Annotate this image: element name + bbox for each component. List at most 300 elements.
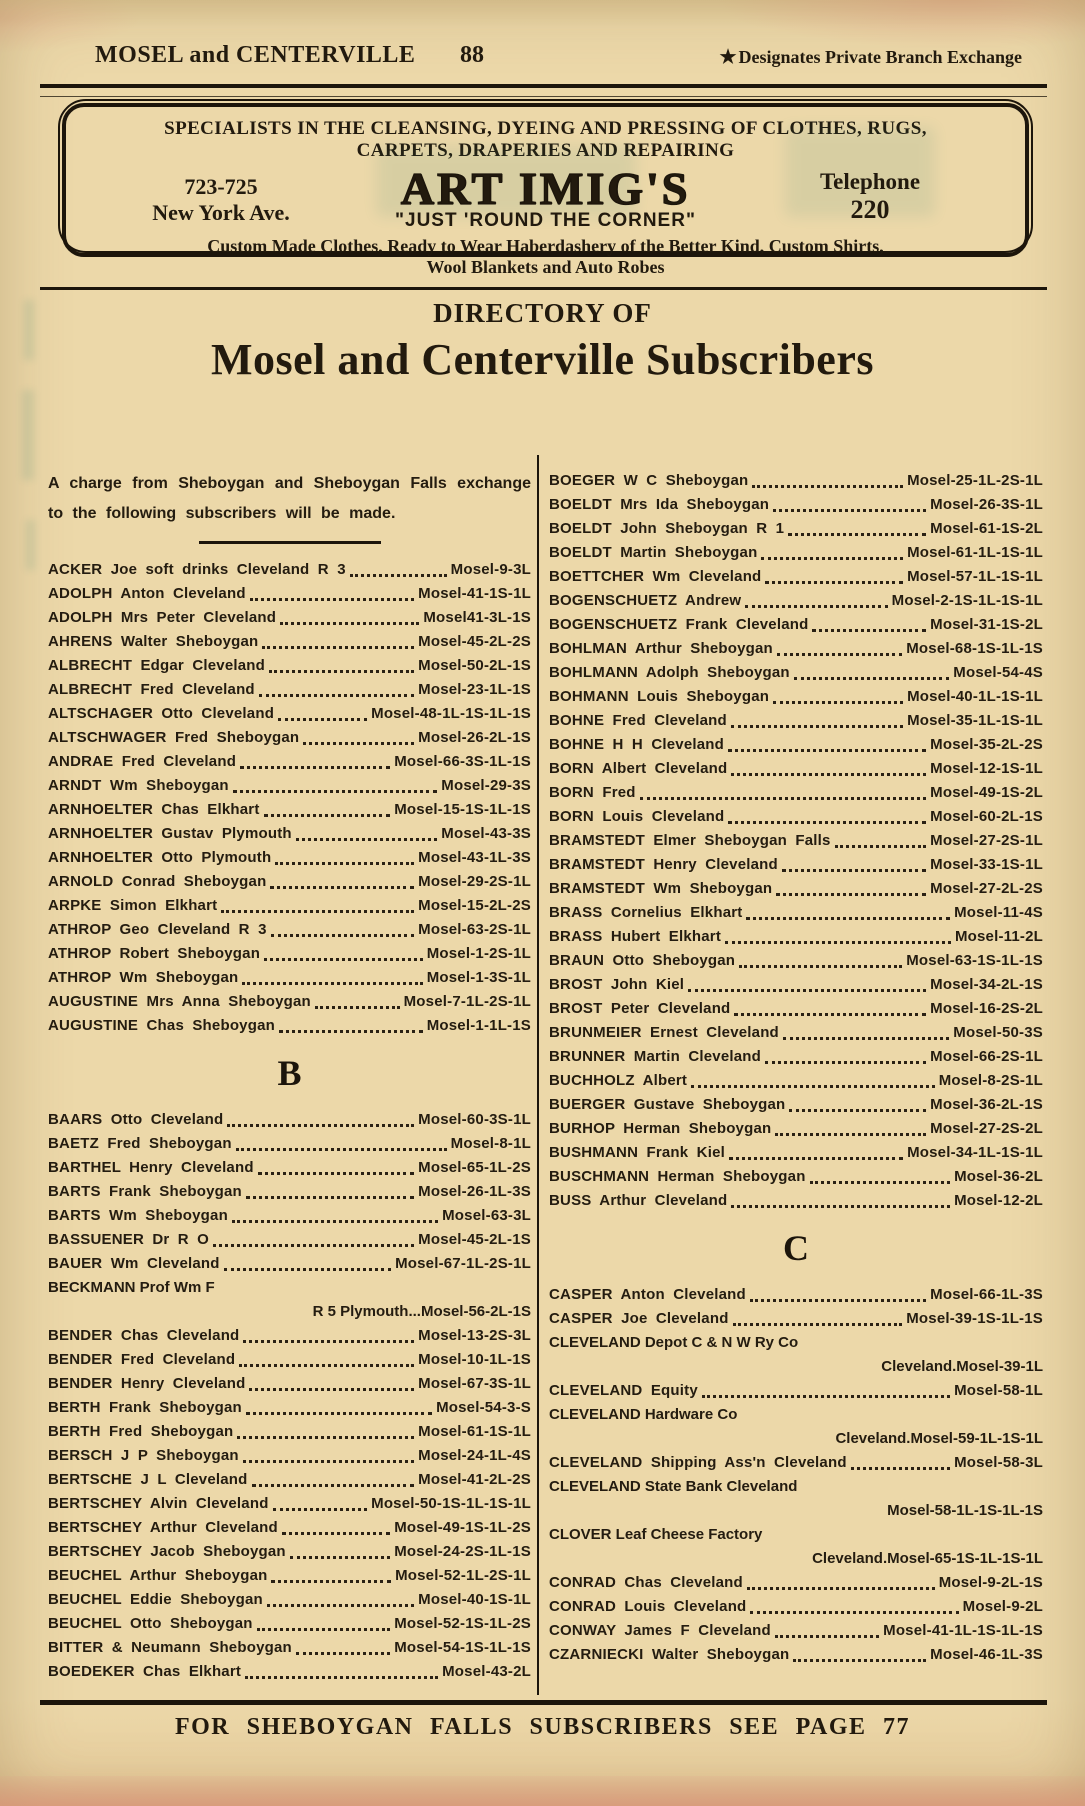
subscriber-name: CONWAY James F Cleveland bbox=[549, 1622, 771, 1639]
dot-leader bbox=[250, 598, 414, 601]
phone-code: Mosel-45-2L-2S bbox=[418, 633, 531, 650]
phone-code: Mosel-65-1L-2S bbox=[418, 1159, 531, 1176]
phone-code: Mosel-66-1L-3S bbox=[930, 1286, 1043, 1303]
dot-leader bbox=[688, 989, 926, 992]
phone-code: Mosel-43-3S bbox=[441, 825, 531, 842]
directory-entry bbox=[549, 1595, 1043, 1619]
subscriber-name: CZARNIECKI Walter Sheboygan bbox=[549, 1646, 790, 1663]
phone-code: Mosel-1-1L-1S bbox=[426, 1017, 531, 1034]
subscriber-name: BEUCHEL Eddie Sheboygan bbox=[48, 1591, 263, 1608]
section-letter: B bbox=[277, 1053, 302, 1093]
phone-code: Mosel-27-2S-2L bbox=[930, 1120, 1043, 1137]
subscriber-name: ARNHOELTER Otto Plymouth bbox=[48, 849, 272, 866]
phone-code: Mosel-11-2L bbox=[954, 928, 1043, 945]
phone-code: Mosel-45-2L-1S bbox=[418, 1231, 531, 1248]
directory-entry bbox=[48, 606, 531, 630]
pbx-note-text: Designates Private Branch Exchange bbox=[738, 47, 1022, 67]
subscriber-name: CASPER Joe Cleveland bbox=[549, 1310, 729, 1327]
subscriber-name: ALBRECHT Edgar Cleveland bbox=[48, 657, 265, 674]
directory-entry bbox=[48, 654, 531, 678]
phone-code: Mosel-68-1S-1L-1S bbox=[906, 640, 1043, 657]
dot-leader bbox=[725, 941, 951, 944]
dot-leader bbox=[232, 1220, 438, 1223]
phone-code: Mosel-40-1L-1S-1L bbox=[907, 688, 1043, 705]
directory-entry bbox=[549, 565, 1043, 589]
subscriber-name: BERTSCHEY Alvin Cleveland bbox=[48, 1495, 269, 1512]
directory-entry bbox=[48, 1204, 531, 1228]
subscriber-name: BAETZ Fred Sheboygan bbox=[48, 1135, 232, 1152]
directory-entry bbox=[549, 853, 1043, 877]
subscriber-name: BRUNNER Martin Cleveland bbox=[549, 1048, 761, 1065]
directory-entry bbox=[549, 1379, 1043, 1403]
directory-entry bbox=[549, 1093, 1043, 1117]
phone-code: Mosel-15-1S-1L-1S bbox=[394, 801, 531, 818]
dot-leader bbox=[243, 1340, 414, 1343]
directory-entry bbox=[48, 678, 531, 702]
directory-entry-name-line: CLEVELAND Depot C & N W Ry Co bbox=[549, 1334, 799, 1351]
masthead-rule bbox=[40, 84, 1047, 97]
phone-code: Mosel-34-2L-1S bbox=[930, 976, 1043, 993]
subscriber-name: BEUCHEL Otto Sheboygan bbox=[48, 1615, 253, 1632]
directory-entry bbox=[549, 829, 1043, 853]
dot-leader bbox=[640, 797, 927, 800]
directory-entry bbox=[48, 1014, 531, 1038]
phone-code: Mosel-54-1S-1L-1S bbox=[394, 1639, 531, 1656]
dot-leader bbox=[280, 622, 419, 625]
subscriber-name: BOELDT John Sheboygan R 1 bbox=[549, 520, 785, 537]
subscriber-name: BUCHHOLZ Albert bbox=[549, 1072, 688, 1089]
ad-slogan: "JUST 'ROUND THE CORNER" bbox=[395, 210, 696, 231]
subscriber-name: ALBRECHT Fred Cleveland bbox=[48, 681, 255, 698]
subscriber-name: BUERGER Gustave Sheboygan bbox=[549, 1096, 786, 1113]
phone-code: Mosel-31-1S-2L bbox=[930, 616, 1043, 633]
directory-entry bbox=[549, 1643, 1043, 1667]
subscriber-name: ARNHOELTER Chas Elkhart bbox=[48, 801, 260, 818]
dot-leader bbox=[777, 653, 902, 656]
page-title: Mosel and Centerville Subscribers bbox=[210, 335, 874, 384]
subscriber-name: ARNDT Wm Sheboygan bbox=[48, 777, 229, 794]
dot-leader bbox=[315, 1006, 400, 1009]
ad-middle-row bbox=[66, 163, 1025, 231]
subscriber-name: BEUCHEL Arthur Sheboygan bbox=[48, 1567, 268, 1584]
subscriber-name: CONRAD Louis Cleveland bbox=[549, 1598, 747, 1615]
directory-entry bbox=[48, 1540, 531, 1564]
phone-code: Mosel-61-1S-1L bbox=[418, 1423, 531, 1440]
dot-leader bbox=[296, 838, 437, 841]
phone-code: Mosel-29-3S bbox=[441, 777, 531, 794]
dot-leader bbox=[810, 1181, 951, 1184]
directory-entry bbox=[549, 1283, 1043, 1307]
footer-rule bbox=[40, 1700, 1047, 1705]
dot-leader bbox=[793, 1659, 926, 1662]
subscriber-name: BARTS Frank Sheboygan bbox=[48, 1183, 242, 1200]
subscriber-name: BOEDEKER Chas Elkhart bbox=[48, 1663, 242, 1680]
advertisement-border bbox=[58, 99, 1033, 277]
directory-entry bbox=[48, 894, 531, 918]
phone-code: Mosel-12-2L bbox=[954, 1192, 1043, 1209]
phone-code: Mosel-10-1L-1S bbox=[418, 1351, 531, 1368]
directory-entry bbox=[48, 702, 531, 726]
directory-entry bbox=[48, 1420, 531, 1444]
directory-entry bbox=[549, 1451, 1043, 1475]
dot-leader bbox=[851, 1467, 950, 1470]
directory-entry-continuation: Cleveland.Mosel-39-1L bbox=[881, 1358, 1043, 1375]
entries-left bbox=[48, 558, 531, 1684]
subscriber-name: BRASS Hubert Elkhart bbox=[549, 928, 722, 945]
directory-entry bbox=[48, 1444, 531, 1468]
directory-entry bbox=[48, 1516, 531, 1540]
directory-entry bbox=[48, 1156, 531, 1180]
subscriber-name: ATHROP Wm Sheboygan bbox=[48, 969, 239, 986]
directory-entry bbox=[549, 1189, 1043, 1213]
directory-entry bbox=[549, 589, 1043, 613]
intro-paragraph: A charge from Sheboygan and Sheboygan Falls exchange to the following subscribers will be made. bbox=[48, 475, 531, 522]
dot-leader bbox=[242, 982, 422, 985]
masthead-exchange-names: MOSEL and CENTERVILLE bbox=[95, 42, 416, 68]
directory-entry bbox=[549, 1045, 1043, 1069]
subscriber-name: BAARS Otto Cleveland bbox=[48, 1111, 224, 1128]
phone-code: Mosel-50-3S bbox=[953, 1024, 1043, 1041]
subscriber-name: BOHMANN Louis Sheboygan bbox=[549, 688, 770, 705]
subscriber-name: AHRENS Walter Sheboygan bbox=[48, 633, 259, 650]
directory-entry bbox=[549, 1069, 1043, 1093]
directory-entry bbox=[549, 469, 1043, 493]
phone-code: Mosel-40-1S-1L bbox=[418, 1591, 531, 1608]
directory-entry bbox=[48, 1348, 531, 1372]
phone-code: Mosel-23-1L-1S bbox=[418, 681, 531, 698]
footer-note: FOR SHEBOYGAN FALLS SUBSCRIBERS SEE PAGE 77 bbox=[174, 1714, 911, 1740]
subscriber-name: BUSHMANN Frank Kiel bbox=[549, 1144, 725, 1161]
subscriber-name: BERTSCHEY Jacob Sheboygan bbox=[48, 1543, 286, 1560]
directory-kicker: DIRECTORY OF bbox=[433, 298, 652, 328]
subscriber-name: ALTSCHWAGER Fred Sheboygan bbox=[48, 729, 300, 746]
phone-code: Mosel-67-1L-2S-1L bbox=[395, 1255, 531, 1272]
directory-entry bbox=[48, 1468, 531, 1492]
subscriber-name: BOELDT Mrs Ida Sheboygan bbox=[549, 496, 770, 513]
masthead-pbx-note bbox=[719, 46, 1022, 69]
subscriber-name: BORN Louis Cleveland bbox=[549, 808, 725, 825]
subscriber-name: BERTH Fred Sheboygan bbox=[48, 1423, 234, 1440]
phone-code: Mosel-11-4S bbox=[954, 904, 1043, 921]
phone-code: Mosel-9-2L bbox=[962, 1598, 1043, 1615]
directory-entry bbox=[549, 613, 1043, 637]
directory-entry-name-line: CLEVELAND State Bank Cleveland bbox=[549, 1478, 798, 1495]
dot-leader bbox=[747, 1587, 935, 1590]
dot-leader bbox=[257, 1628, 391, 1631]
dot-leader bbox=[731, 1205, 950, 1208]
subscriber-name: AUGUSTINE Chas Sheboygan bbox=[48, 1017, 275, 1034]
dot-leader bbox=[835, 845, 927, 848]
directory-entry bbox=[48, 990, 531, 1014]
phone-code: Mosel-49-1S-2L bbox=[930, 784, 1043, 801]
directory-entry bbox=[549, 1141, 1043, 1165]
subscriber-name: BROST Peter Cleveland bbox=[549, 1000, 731, 1017]
dot-leader bbox=[259, 694, 414, 697]
ad-services-line2: Wool Blankets and Auto Robes bbox=[426, 257, 665, 277]
dot-leader bbox=[245, 1676, 438, 1679]
dot-leader bbox=[278, 718, 367, 721]
phone-code: Mosel-7-1L-2S-1L bbox=[403, 993, 531, 1010]
directory-entry bbox=[48, 1132, 531, 1156]
ad-headline-line2: CARPETS, DRAPERIES AND REPAIRING bbox=[356, 140, 735, 161]
directory-entry bbox=[48, 750, 531, 774]
subscriber-name: AUGUSTINE Mrs Anna Sheboygan bbox=[48, 993, 311, 1010]
directory-entry bbox=[48, 630, 531, 654]
subscriber-name: ATHROP Robert Sheboygan bbox=[48, 945, 261, 962]
dot-leader bbox=[246, 1412, 432, 1415]
dot-leader bbox=[729, 1157, 903, 1160]
phone-code: Mosel-58-3L bbox=[954, 1454, 1043, 1471]
subscriber-name: ACKER Joe soft drinks Cleveland R 3 bbox=[48, 561, 346, 578]
phone-code: Mosel-27-2L-2S bbox=[930, 880, 1043, 897]
directory-entry bbox=[549, 805, 1043, 829]
directory-entry-continuation: Cleveland.Mosel-65-1S-1L-1S-1L bbox=[812, 1550, 1043, 1567]
phone-code: Mosel-63-2S-1L bbox=[418, 921, 531, 938]
subscriber-name: BUSS Arthur Cleveland bbox=[549, 1192, 728, 1209]
phone-code: Mosel-8-2S-1L bbox=[938, 1072, 1043, 1089]
phone-code: Mosel-12-1S-1L bbox=[930, 760, 1043, 777]
dot-leader bbox=[246, 1196, 414, 1199]
subscriber-name: ADOLPH Anton Cleveland bbox=[48, 585, 246, 602]
dot-leader bbox=[269, 670, 414, 673]
directory-entry bbox=[48, 1660, 531, 1684]
directory-entry bbox=[549, 1021, 1043, 1045]
directory-column-right bbox=[537, 455, 1043, 1695]
phone-code: Mosel-50-1S-1L-1S-1L bbox=[371, 1495, 531, 1512]
subscriber-name: BENDER Henry Cleveland bbox=[48, 1375, 246, 1392]
subscriber-name: BENDER Fred Cleveland bbox=[48, 1351, 236, 1368]
phone-code: Mosel-35-2L-2S bbox=[930, 736, 1043, 753]
phone-code: Mosel-36-2L bbox=[954, 1168, 1043, 1185]
ad-telephone-label: Telephone bbox=[819, 169, 921, 194]
show-through-ghost bbox=[22, 390, 34, 480]
dot-leader bbox=[812, 629, 926, 632]
subscriber-name: BARTS Wm Sheboygan bbox=[48, 1207, 228, 1224]
dot-leader bbox=[239, 1364, 414, 1367]
title-rule bbox=[40, 287, 1047, 290]
ad-telephone bbox=[770, 168, 970, 224]
subscriber-name: BERSCH J P Sheboygan bbox=[48, 1447, 239, 1464]
directory-entry bbox=[549, 493, 1043, 517]
subscriber-name: BOEGER W C Sheboygan bbox=[549, 472, 749, 489]
phone-code: Mosel-67-3S-1L bbox=[418, 1375, 531, 1392]
page-number: 88 bbox=[460, 42, 484, 68]
directory-entry bbox=[549, 1117, 1043, 1141]
directory-entry bbox=[48, 1492, 531, 1516]
dot-leader bbox=[243, 1460, 414, 1463]
dot-leader bbox=[227, 1124, 414, 1127]
phone-code: Mosel-15-2L-2S bbox=[418, 897, 531, 914]
phone-code: Mosel-43-2L bbox=[442, 1663, 531, 1680]
subscriber-name: BAUER Wm Cleveland bbox=[48, 1255, 220, 1272]
phone-code: Mosel-1-2S-1L bbox=[426, 945, 531, 962]
directory-entry bbox=[549, 949, 1043, 973]
dot-leader bbox=[271, 934, 415, 937]
dot-leader bbox=[750, 1611, 958, 1614]
dot-leader bbox=[773, 509, 926, 512]
dot-leader bbox=[775, 1133, 926, 1136]
ad-address-line2: New York Ave. bbox=[152, 200, 290, 225]
subscriber-name: CONRAD Chas Cleveland bbox=[549, 1574, 743, 1591]
directory-entry bbox=[48, 798, 531, 822]
phone-code: Mosel-46-1L-3S bbox=[930, 1646, 1043, 1663]
directory-entry bbox=[48, 726, 531, 750]
phone-code: Mosel-60-3S-1L bbox=[418, 1111, 531, 1128]
phone-code: Mosel-33-1S-1L bbox=[930, 856, 1043, 873]
dot-leader bbox=[249, 1388, 414, 1391]
phone-code: Mosel-61-1L-1S-1L bbox=[907, 544, 1043, 561]
subscriber-name: BRAUN Otto Sheboygan bbox=[549, 952, 736, 969]
subscriber-name: CASPER Anton Cleveland bbox=[549, 1286, 746, 1303]
dot-leader bbox=[728, 821, 926, 824]
phone-code: Mosel-60-2L-1S bbox=[930, 808, 1043, 825]
directory-entry bbox=[549, 757, 1043, 781]
phone-code: Mosel-25-1L-2S-1L bbox=[907, 472, 1043, 489]
subscriber-name: ARNHOELTER Gustav Plymouth bbox=[48, 825, 292, 842]
ad-business-name: ART IMIG'S bbox=[400, 163, 691, 214]
subscriber-name: BOHLMANN Adolph Sheboygan bbox=[549, 664, 790, 681]
subscriber-name: BROST John Kiel bbox=[549, 976, 685, 993]
phone-code: Mosel-66-3S-1L-1S bbox=[394, 753, 531, 770]
phone-code: Mosel-41-1S-1L bbox=[418, 585, 531, 602]
directory-entry bbox=[48, 846, 531, 870]
dot-leader bbox=[282, 1532, 390, 1535]
phone-code: Mosel-29-2S-1L bbox=[418, 873, 531, 890]
subscriber-name: BRAMSTEDT Henry Cleveland bbox=[549, 856, 778, 873]
phone-code: Mosel-39-1S-1L-1S bbox=[906, 1310, 1043, 1327]
directory-entry bbox=[549, 709, 1043, 733]
star-icon: ★ bbox=[719, 47, 737, 68]
subscriber-name: BARTHEL Henry Cleveland bbox=[48, 1159, 254, 1176]
subscriber-name: ANDRAE Fred Cleveland bbox=[48, 753, 237, 770]
dot-leader bbox=[765, 581, 903, 584]
dot-leader bbox=[258, 1172, 414, 1175]
phone-code: Mosel-2-1S-1L-1S-1L bbox=[891, 592, 1043, 609]
ad-address-line1: 723-725 bbox=[184, 174, 258, 199]
phone-code: Mosel41-3L-1S bbox=[423, 609, 531, 626]
phone-code: Mosel-9-2L-1S bbox=[938, 1574, 1043, 1591]
directory-entry bbox=[549, 1619, 1043, 1643]
subscriber-name: BORN Fred bbox=[549, 784, 636, 801]
subscriber-name: BOGENSCHUETZ Frank Cleveland bbox=[549, 616, 809, 633]
phone-code: Mosel-34-1L-1S-1L bbox=[907, 1144, 1043, 1161]
directory-entry bbox=[48, 822, 531, 846]
subscriber-name: BOGENSCHUETZ Andrew bbox=[549, 592, 742, 609]
phone-code: Mosel-52-1L-2S-1L bbox=[395, 1567, 531, 1584]
dot-leader bbox=[702, 1395, 950, 1398]
dot-leader bbox=[237, 1436, 414, 1439]
directory-entry bbox=[48, 1108, 531, 1132]
subscriber-name: BASSUENER Dr R O bbox=[48, 1231, 210, 1248]
phone-code: Mosel-1-3S-1L bbox=[426, 969, 531, 986]
dot-leader bbox=[782, 869, 926, 872]
subscriber-name: BERTSCHEY Arthur Cleveland bbox=[48, 1519, 278, 1536]
phone-code: Mosel-24-1L-4S bbox=[418, 1447, 531, 1464]
subscriber-name: BORN Albert Cleveland bbox=[549, 760, 728, 777]
subscriber-name: BENDER Chas Cleveland bbox=[48, 1327, 240, 1344]
dot-leader bbox=[233, 790, 437, 793]
dot-leader bbox=[731, 773, 926, 776]
dot-leader bbox=[691, 1085, 935, 1088]
advertisement bbox=[62, 103, 1029, 277]
phone-code: Mosel-54-4S bbox=[953, 664, 1043, 681]
subscriber-name: ALTSCHAGER Otto Cleveland bbox=[48, 705, 275, 722]
subscriber-name: BOELDT Martin Sheboygan bbox=[549, 544, 758, 561]
dot-leader bbox=[271, 1580, 391, 1583]
subscriber-name: BERTSCHE J L Cleveland bbox=[48, 1471, 248, 1488]
directory-entry bbox=[48, 774, 531, 798]
dot-leader bbox=[264, 814, 391, 817]
phone-code: Mosel-54-3-S bbox=[436, 1399, 531, 1416]
dot-leader bbox=[745, 605, 887, 608]
subscriber-name: BRASS Cornelius Elkhart bbox=[549, 904, 743, 921]
dot-leader bbox=[221, 910, 414, 913]
dot-leader bbox=[275, 862, 414, 865]
phone-code: Mosel-57-1L-1S-1L bbox=[907, 568, 1043, 585]
ad-services-line1: Custom Made Clothes, Ready to Wear Haberdashery of the Better Kind, Custom Shirts, bbox=[207, 236, 884, 256]
show-through-ghost bbox=[26, 520, 35, 570]
phone-code: Mosel-41-2L-2S bbox=[418, 1471, 531, 1488]
subscriber-name: ATHROP Geo Cleveland R 3 bbox=[48, 921, 267, 938]
phone-code: Mosel-27-2S-1L bbox=[930, 832, 1043, 849]
directory-entry bbox=[48, 1252, 531, 1276]
subscriber-name: BITTER & Neumann Sheboygan bbox=[48, 1639, 292, 1656]
masthead bbox=[48, 42, 1040, 76]
dot-leader bbox=[262, 646, 414, 649]
directory-entry bbox=[48, 558, 531, 582]
phone-code: Mosel-43-1L-3S bbox=[418, 849, 531, 866]
ad-headline-line1: SPECIALISTS IN THE CLEANSING, DYEING AND PRESSING OF CLOTHES, RUGS, bbox=[164, 118, 927, 139]
directory-entry bbox=[48, 1588, 531, 1612]
subscriber-name: BURHOP Herman Sheboygan bbox=[549, 1120, 772, 1137]
dot-leader bbox=[783, 1037, 949, 1040]
directory-entry-name-line: CLEVELAND Hardware Co bbox=[549, 1406, 738, 1423]
directory-entry bbox=[549, 685, 1043, 709]
dot-leader bbox=[279, 1030, 423, 1033]
entries-right bbox=[549, 469, 1043, 1667]
directory-entry bbox=[549, 661, 1043, 685]
directory-entry bbox=[48, 1324, 531, 1348]
directory-column-left bbox=[48, 455, 537, 1695]
subscriber-name: CLEVELAND Equity bbox=[549, 1382, 698, 1399]
phone-code: Mosel-58-1L bbox=[954, 1382, 1043, 1399]
phone-code: Mosel-8-1L bbox=[450, 1135, 531, 1152]
dot-leader bbox=[739, 965, 902, 968]
directory-entry bbox=[549, 541, 1043, 565]
directory-entry bbox=[48, 1564, 531, 1588]
intro-divider bbox=[199, 541, 381, 544]
subscriber-name: ARPKE Simon Elkhart bbox=[48, 897, 218, 914]
subscriber-name: BUSCHMANN Herman Sheboygan bbox=[549, 1168, 806, 1185]
phone-code: Mosel-26-3S-1L bbox=[930, 496, 1043, 513]
directory-entry bbox=[48, 582, 531, 606]
dot-leader bbox=[273, 1508, 368, 1511]
dot-leader bbox=[776, 893, 926, 896]
phone-code: Mosel-13-2S-3L bbox=[418, 1327, 531, 1344]
dot-leader bbox=[224, 1268, 391, 1271]
phone-code: Mosel-63-3L bbox=[442, 1207, 531, 1224]
page-bottom-band bbox=[0, 1776, 1085, 1806]
directory-entry bbox=[48, 918, 531, 942]
dot-leader bbox=[252, 1484, 415, 1487]
directory-columns bbox=[48, 455, 1043, 1695]
dot-leader bbox=[750, 1299, 926, 1302]
directory-entry bbox=[549, 973, 1043, 997]
dot-leader bbox=[236, 1148, 447, 1151]
dot-leader bbox=[290, 1556, 390, 1559]
phone-code: Mosel-41-1L-1S-1L-1S bbox=[883, 1622, 1043, 1639]
dot-leader bbox=[775, 1635, 879, 1638]
